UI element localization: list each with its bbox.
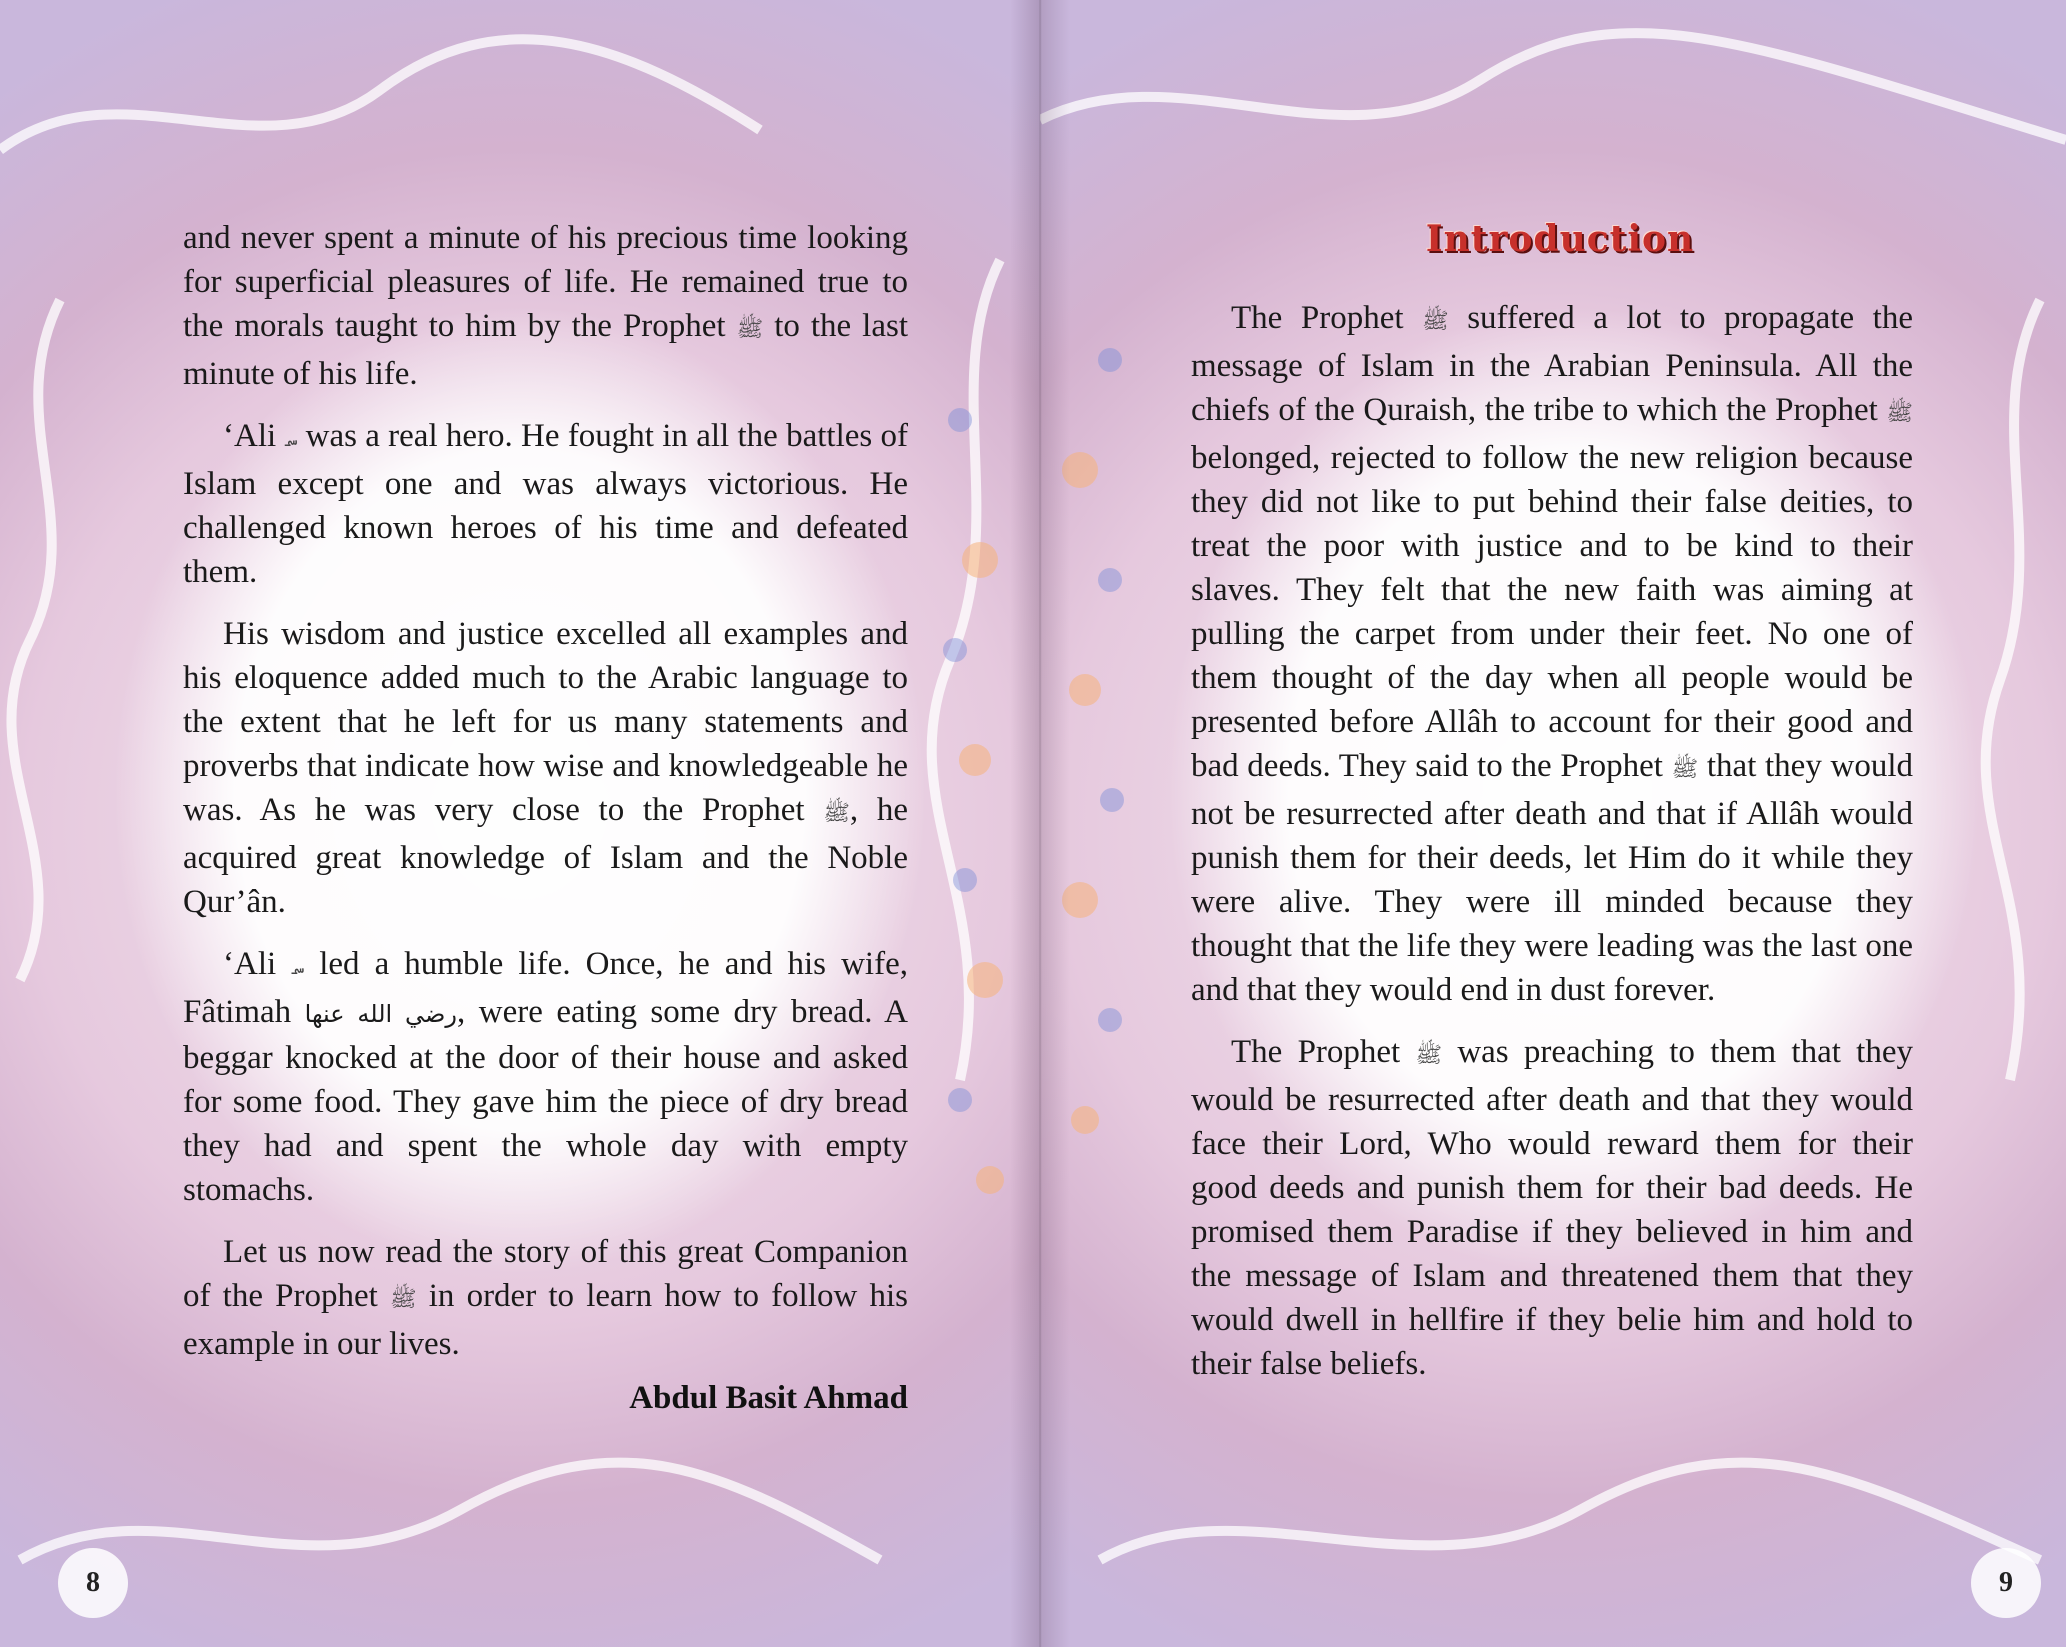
salutation-glyph: ﷺ [1422, 309, 1449, 334]
salutation-glyph: ؄ [284, 427, 298, 452]
chapter-heading: Introduction [1425, 218, 1695, 260]
text-run: suffered a lot to propagate the message of Islam in the Arabian Peninsula. All the chiefs of the Quraish, the tribe to which the Prophet [1191, 300, 1913, 428]
text-run: ‘Ali [223, 418, 285, 454]
paragraph [183, 612, 908, 924]
paragraph [183, 1230, 908, 1366]
salutation-glyph: ﷺ [389, 1287, 417, 1312]
arabic-honorific: رضي الله عنها [304, 1000, 458, 1028]
left-page-body [183, 216, 908, 1384]
right-page-body [1191, 296, 1913, 1404]
text-run: led a humble life. Once, he and his wife, Fâtimah [183, 946, 908, 1030]
book-gutter [1010, 0, 1070, 1647]
salutation-glyph: ﷺ [1671, 757, 1699, 782]
salutation-glyph: ﷺ [1415, 1043, 1443, 1068]
text-run: that they would not be resurrected after death and that if Allâh would punish them for their deeds, let Him do it while they were alive. They were ill minded because they thought that the life they were leading was the last one and that they would end in dust forever. [1191, 748, 1913, 1008]
salutation-glyph: ﷺ [736, 317, 764, 342]
paragraph [1191, 1030, 1913, 1386]
text-run: belonged, rejected to follow the new religion because they did not like to put behind their false deities, to treat the poor with justice and to be kind to their slaves. They felt that the new faith was aiming at pulling the carpet from under their feet. No one of them thought of the day when all people would be presented before Allâh to account for their good and bad deeds. They said to the Prophet [1191, 440, 1913, 784]
text-run: Let us now read the story of this great Companion of the Prophet [183, 1234, 908, 1314]
text-run: , he acquired great knowledge of Islam and the Noble Qur’ân. [183, 792, 908, 920]
text-run: , were eating some dry bread. A beggar knocked at the door of their house and asked for some food. They gave him the piece of dry bread they had and spent the whole day with empty stomachs. [183, 994, 909, 1208]
text-run: to the last minute of his life. [183, 308, 909, 392]
text-run: in order to learn how to follow his example in our lives. [183, 1278, 908, 1362]
text-run: and never spent a minute of his precious time looking for superficial pleasures of life. He remained true to the morals taught to him by the Prophet [183, 220, 908, 344]
text-run: was preaching to them that they would be resurrected after death and that they would face their Lord, Who would reward them for their good deeds and punish them for their bad deeds. He promised them Paradise if they believed in him and the message of Islam and threatened them that they would dwell in hellfire if they belie him and hold to their false beliefs. [1191, 1034, 1913, 1382]
page-number: 9 [1971, 1548, 2041, 1618]
author-signature: Abdul Basit Ahmad [629, 1380, 908, 1416]
text-run: The Prophet [1231, 1034, 1416, 1070]
salutation-glyph: ؄ [291, 955, 305, 980]
right-page [1040, 0, 2066, 1647]
text-run: The Prophet [1231, 300, 1423, 336]
salutation-glyph: ﷺ [823, 801, 850, 826]
text-run: His wisdom and justice excelled all examples and his eloquence added much to the Arabic language to the extent that he left for us many statements and proverbs that indicate how wise and knowledgeable he was. As he was very close to the Prophet [183, 616, 908, 828]
paragraph [183, 216, 908, 396]
text-run: was a real hero. He fought in all the battles of Islam except one and was always victorious. He challenged known heroes of his time and defeated them. [183, 418, 908, 590]
text-run: ‘Ali [223, 946, 292, 982]
paragraph [183, 414, 908, 594]
paragraph [1191, 296, 1913, 1012]
paragraph [183, 942, 908, 1212]
page-number: 8 [58, 1548, 128, 1618]
salutation-glyph: ﷺ [1886, 401, 1913, 426]
